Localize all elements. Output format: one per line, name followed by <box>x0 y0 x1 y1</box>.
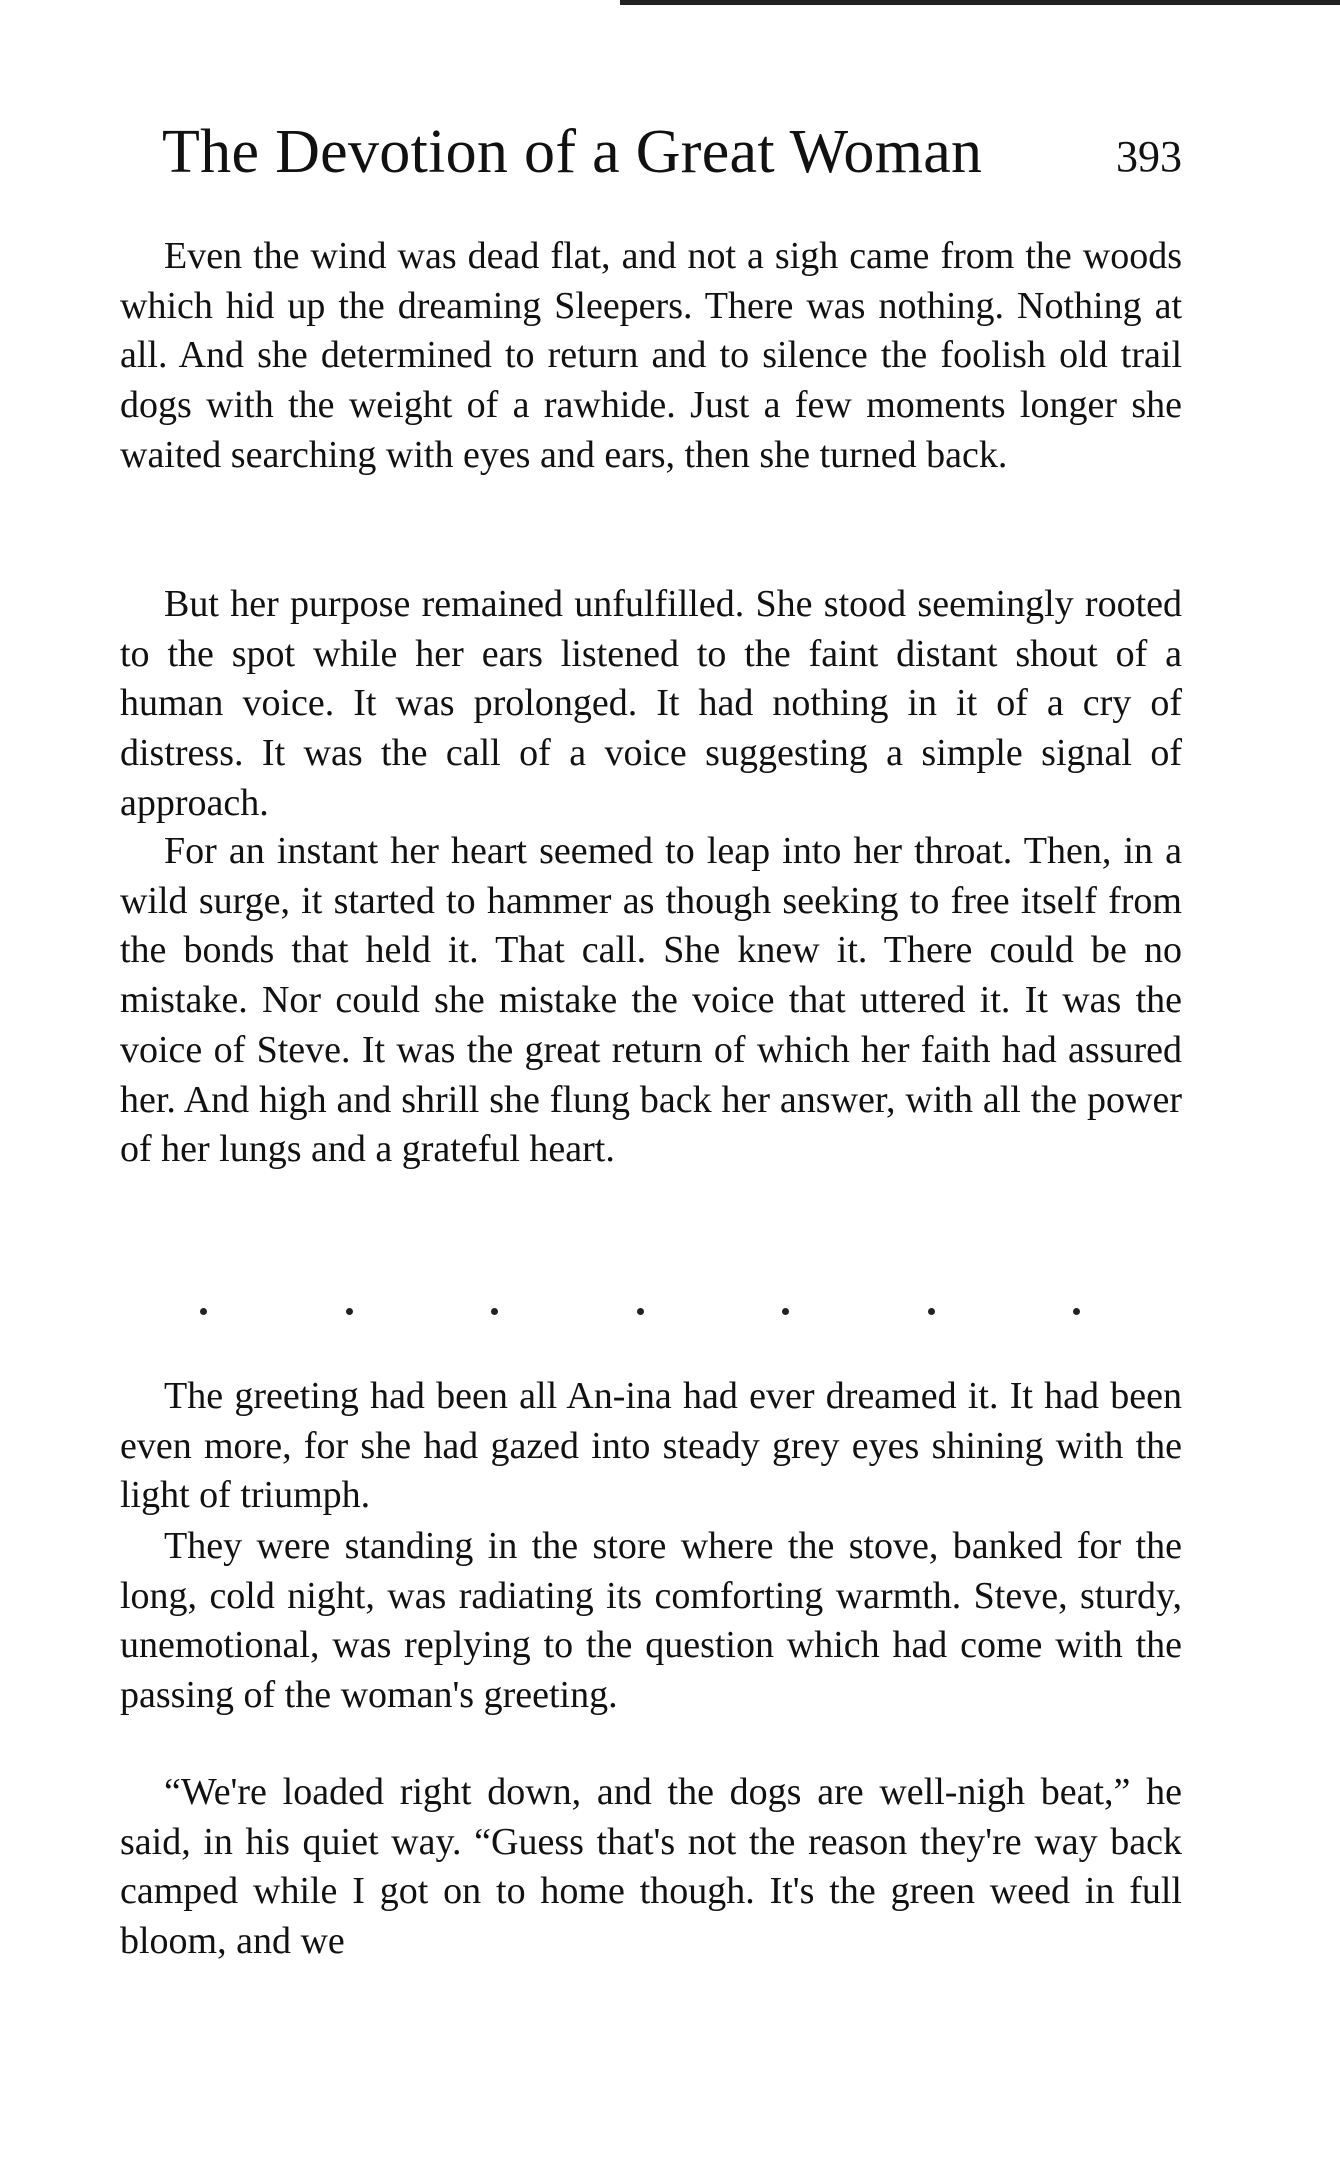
paragraph: Even the wind was dead flat, and not a sigh came from the woods which hid up the dreaming Sleepers. There was nothing. Nothing at all. And she determined to return and to silence the foolish old trail dogs with the weight of a rawhide. Just a few moments longer she waited searching with eyes and ears, then she turned back. <box>120 235 1182 476</box>
paragraph: They were standing in the store where the stove, banked for the long, cold night, was radiating its comforting warmth. Steve, sturdy, unemotional, was replying to the question which had come with the passing of the woman's greeting. <box>120 1525 1182 1717</box>
paragraph: For an instant her heart seemed to leap into her throat. Then, in a wild surge, it started to hammer as though seeking to free itself from the bonds that held it. That call. She knew it. There could be no mistake. Nor could she mistake the voice that uttered it. It was the voice of Steve. It was the great return of which her faith had assured her. And high and shrill she flung back her answer, with all the power of her lungs and a grateful heart. <box>120 830 1182 1171</box>
paragraph: “We're loaded right down, and the dogs are well-nigh beat,” he said, in his quiet way. “Guess that's not the reason they're way back camped while I got on to home though. It's the green weed in full bloom, and we <box>120 1771 1182 1963</box>
section-break-dot <box>928 1308 935 1315</box>
page-number: 393 <box>1116 132 1182 181</box>
running-header <box>162 112 1182 192</box>
section-break-dot <box>637 1308 644 1315</box>
paragraph: But her purpose remained unfulfilled. She stood seemingly rooted to the spot while her ears listened to the faint distant shout of a human voice. It was prolonged. It had nothing in it of a cry of distress. It was the call of a voice suggesting a simple signal of approach. <box>120 583 1182 824</box>
section-break-dot <box>200 1308 207 1315</box>
section-break-dot <box>1073 1308 1080 1315</box>
section-break-dot <box>346 1308 353 1315</box>
section-break <box>200 1296 1080 1326</box>
section-break-dot <box>491 1308 498 1315</box>
section-break-dot <box>782 1308 789 1315</box>
top-edge-rule <box>620 0 1340 5</box>
running-title: The Devotion of a Great Woman <box>162 118 983 186</box>
paragraph: The greeting had been all An-ina had ever dreamed it. It had been even more, for she had gazed into steady grey eyes shining with the light of triumph. <box>120 1375 1182 1517</box>
